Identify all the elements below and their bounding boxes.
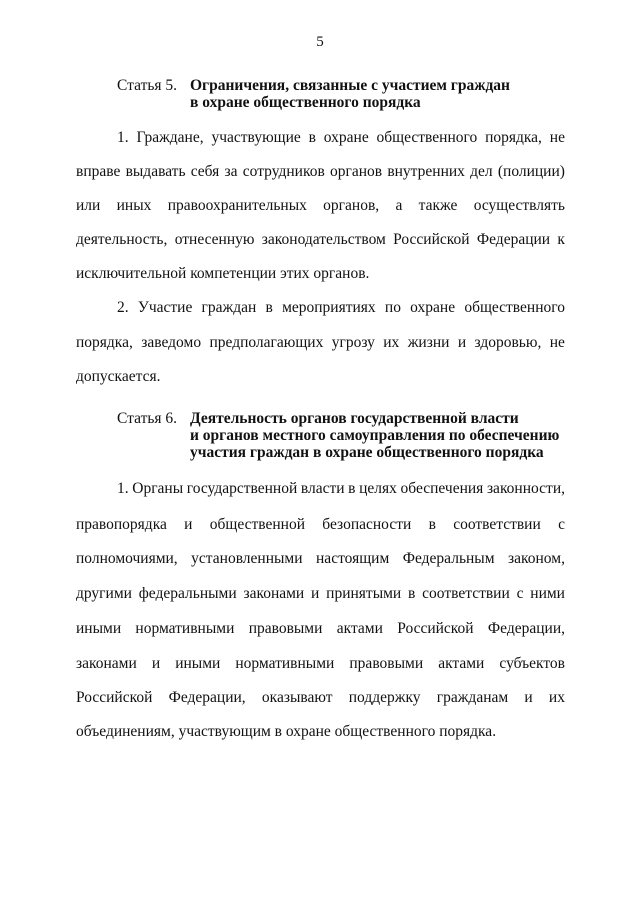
word: в bbox=[428, 516, 436, 533]
word: безопасности bbox=[322, 516, 412, 533]
word: себя bbox=[190, 163, 220, 180]
word: предполагающих bbox=[209, 334, 324, 351]
article-5-title bbox=[190, 77, 510, 111]
word: иными bbox=[175, 655, 221, 672]
word: дел bbox=[470, 163, 493, 180]
word: Участие bbox=[137, 299, 193, 316]
word: по bbox=[384, 299, 401, 316]
word: законами bbox=[76, 655, 137, 672]
word: актами bbox=[336, 620, 383, 637]
word: в bbox=[265, 299, 273, 316]
word: и bbox=[311, 585, 320, 602]
word: выдавать bbox=[125, 163, 186, 180]
word: деятельность, bbox=[76, 231, 168, 248]
word: законодательством bbox=[261, 231, 386, 248]
word: участвующие bbox=[211, 129, 301, 146]
word: в bbox=[408, 585, 416, 602]
word: Российской bbox=[393, 231, 470, 248]
word: субъектов bbox=[499, 655, 565, 672]
word: за bbox=[224, 163, 238, 180]
page-number: 5 bbox=[316, 34, 324, 50]
word: правовыми bbox=[248, 620, 323, 637]
word: Федерации, bbox=[487, 620, 565, 637]
word: Органы bbox=[132, 480, 184, 497]
word: отнесенную bbox=[174, 231, 255, 248]
article-5-p1-line bbox=[76, 231, 565, 249]
word: правоохранительных bbox=[167, 197, 307, 214]
word: осуществлять bbox=[473, 197, 565, 214]
word: другими bbox=[76, 585, 132, 602]
word: жизни bbox=[407, 334, 450, 351]
article-6-p1-line bbox=[117, 480, 565, 498]
article-6-heading bbox=[117, 410, 559, 461]
word: целях bbox=[359, 480, 397, 497]
word: Российской bbox=[397, 620, 474, 637]
word: не bbox=[549, 129, 565, 146]
article-5-p2-line bbox=[117, 299, 565, 317]
word: или bbox=[76, 197, 101, 214]
article-5-heading bbox=[117, 77, 510, 111]
article-5-p1-line: исключительной компетенции этих органов. bbox=[76, 265, 370, 282]
word: охране bbox=[410, 299, 456, 316]
word: в bbox=[348, 480, 356, 497]
word: охране bbox=[323, 129, 369, 146]
word: соответствии bbox=[453, 516, 541, 533]
article-6-p1-line bbox=[76, 550, 565, 568]
word: порядка, bbox=[485, 129, 542, 146]
word: Федерации, bbox=[168, 689, 246, 706]
word: оказывают bbox=[261, 689, 333, 706]
word: и bbox=[184, 516, 193, 533]
word: заведомо bbox=[141, 334, 202, 351]
word: сотрудников bbox=[242, 163, 325, 180]
word: также bbox=[418, 197, 458, 214]
article-6-label: Статья 6. bbox=[117, 410, 178, 427]
article-5-label: Статья 5. bbox=[117, 77, 178, 94]
article-5-p2-line: допускается. bbox=[76, 368, 161, 385]
word: органов bbox=[329, 163, 383, 180]
article-6-title-line: Деятельность органов государственной власти bbox=[190, 410, 519, 427]
article-5-p2-line bbox=[76, 334, 565, 352]
article-6-p1-line bbox=[76, 689, 565, 707]
word: федеральными bbox=[138, 585, 237, 602]
article-5-p1-line bbox=[117, 129, 565, 147]
word: и bbox=[457, 334, 467, 351]
word: законами bbox=[243, 585, 305, 602]
article-5-p1-line bbox=[76, 197, 565, 215]
article-6-title-line: и органов местного самоуправления по обеспечению bbox=[190, 427, 560, 444]
word: вправе bbox=[76, 163, 121, 180]
article-6-title-line: участия граждан в охране общественного порядка bbox=[190, 444, 544, 461]
article-5-title-line: в охране общественного порядка bbox=[190, 94, 421, 111]
word: граждан bbox=[201, 299, 257, 316]
word: обеспечения bbox=[400, 480, 484, 497]
word: иными bbox=[76, 620, 122, 637]
word: актами bbox=[438, 655, 485, 672]
word: правовыми bbox=[349, 655, 424, 672]
word: Федеральным bbox=[402, 550, 495, 567]
word: принятыми bbox=[326, 585, 402, 602]
word: государственной bbox=[186, 480, 298, 497]
word: Российской bbox=[76, 689, 153, 706]
word: 1. bbox=[117, 129, 129, 146]
word: и bbox=[524, 689, 533, 706]
word: ними bbox=[530, 585, 565, 602]
article-5-p1-line bbox=[76, 163, 565, 181]
word: с bbox=[516, 585, 524, 602]
word: здоровью, bbox=[474, 334, 542, 351]
word: Федерации bbox=[476, 231, 551, 248]
word: поддержку bbox=[348, 689, 421, 706]
word: органов, bbox=[323, 197, 380, 214]
article-6-p1-line bbox=[76, 620, 565, 638]
word: (полиции) bbox=[497, 163, 565, 180]
article-6-p1-line: объединениям, участвующим в охране общественного порядка. bbox=[76, 723, 497, 740]
article-6-p1-line bbox=[76, 655, 565, 673]
article-5-title-line: Ограничения, связанные с участием граждан bbox=[190, 77, 510, 94]
word: настоящим bbox=[316, 550, 390, 567]
article-6-title bbox=[190, 410, 559, 461]
word: их bbox=[548, 689, 565, 706]
word: 2. bbox=[117, 299, 129, 316]
word: законом, bbox=[508, 550, 565, 567]
word: правопорядка bbox=[76, 516, 167, 533]
word: к bbox=[557, 231, 565, 248]
word: порядка, bbox=[76, 334, 133, 351]
word: в bbox=[308, 129, 316, 146]
word: с bbox=[558, 516, 565, 533]
word: гражданам bbox=[436, 689, 509, 706]
word: полномочиями, bbox=[76, 550, 178, 567]
word: общественного bbox=[376, 129, 478, 146]
word: Граждане, bbox=[136, 129, 204, 146]
word: власти bbox=[300, 480, 345, 497]
word: и bbox=[151, 655, 161, 672]
word: иных bbox=[116, 197, 152, 214]
article-6-p1-line bbox=[76, 585, 565, 603]
word: нормативными bbox=[135, 620, 235, 637]
word: а bbox=[395, 197, 403, 214]
word: угрозу bbox=[331, 334, 375, 351]
word: общественной bbox=[209, 516, 305, 533]
word: мероприятиях bbox=[282, 299, 376, 316]
word: внутренних bbox=[387, 163, 465, 180]
article-6-p1-line bbox=[76, 516, 565, 534]
word: законности, bbox=[486, 480, 565, 497]
word: общественного bbox=[464, 299, 565, 316]
word: установленными bbox=[191, 550, 303, 567]
word: нормативными bbox=[235, 655, 335, 672]
word: соответствии bbox=[422, 585, 510, 602]
word: их bbox=[383, 334, 400, 351]
word: 1. bbox=[117, 480, 129, 497]
word: не bbox=[549, 334, 565, 351]
